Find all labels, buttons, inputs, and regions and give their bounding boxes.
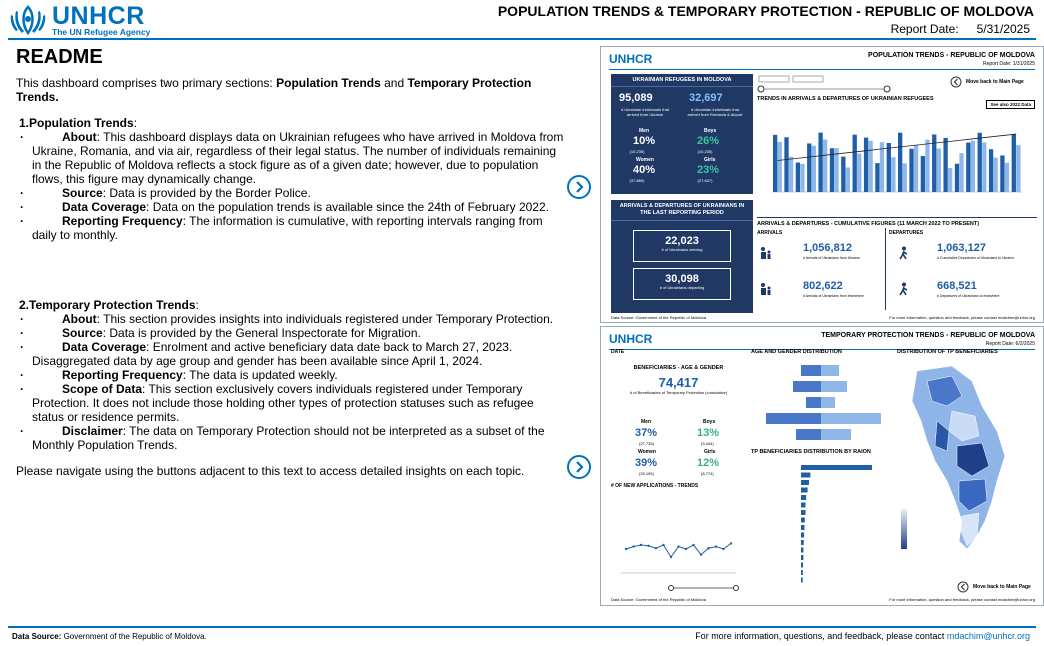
arrivals-ukraine-value: 1,056,812 (803, 242, 852, 254)
list-item (16, 326, 566, 340)
thumb1-contact: For more information, question and feedback, please contact mdachim@unhcr.org (889, 315, 1035, 320)
bar-departures (891, 157, 895, 192)
apps-slider-handle (669, 586, 674, 591)
thumb2-brand: UNHCR (609, 332, 653, 346)
women-pct: 40% (633, 164, 656, 176)
section2-list (16, 312, 566, 452)
raion-bar (801, 480, 809, 485)
raion-bar (801, 533, 804, 538)
list-item (16, 368, 566, 382)
bar-arrivals (989, 149, 993, 192)
brand-tagline: The UN Refugee Agency (52, 27, 151, 37)
tp-girls-label: Girls (704, 449, 716, 455)
population-trends-thumbnail[interactable] (600, 46, 1044, 323)
bar-departures (1016, 145, 1020, 192)
thumb1-brand: UNHCR (609, 52, 653, 66)
bar-departures (812, 146, 816, 192)
section1-num: 1. (19, 116, 30, 130)
pyramid-bar-male (796, 429, 821, 440)
item-key: About (62, 312, 97, 326)
bar-departures (993, 158, 997, 192)
bar-departures (948, 168, 952, 192)
last-period-panel (611, 200, 753, 313)
cumulative-panel (757, 217, 1037, 313)
tp-benef-caption: # of Beneficiaries of Temporary Protection (cumulative) (629, 390, 728, 395)
footer-contact-email[interactable]: mdachim@unhcr.org (946, 631, 1030, 641)
last-period-title: ARRIVALS & DEPARTURES OF UKRAINIANS IN THE LAST REPORTING PERIOD (611, 200, 753, 221)
go-temporary-protection-button[interactable] (567, 455, 591, 479)
back-to-main-link-tp[interactable]: Move back to Main Page (973, 584, 1031, 590)
arrivals-label: ARRIVALS (757, 230, 783, 236)
section1-title: Population Trends (29, 116, 134, 130)
thumb2-contact: For more information, question and feedback, please contact mdachim@unhcr.org (889, 597, 1035, 602)
tp-women-pct: 39% (635, 457, 658, 469)
back-arrow-icon[interactable] (957, 581, 969, 593)
departures-ukraine-caption: # Cumulative Departures of Ukrainians to Ukraine (937, 256, 1015, 260)
bar-departures (800, 164, 804, 192)
kpi-ukraine-caption: # Ukrainian individuals that arrived from Ukraine (621, 107, 669, 117)
pyramid-bar-male (793, 381, 821, 392)
departing-value: 30,098 (665, 273, 699, 285)
apps-point (730, 542, 732, 544)
section1-list (16, 130, 566, 242)
men-pct: 10% (633, 135, 656, 147)
apps-point (677, 545, 679, 547)
raion-bar (801, 518, 805, 523)
bar-arrivals (966, 143, 970, 192)
tp-girls-count: (8,774) (701, 471, 714, 476)
tp-men-pct: 37% (635, 427, 658, 439)
trends-bar-chart (757, 110, 1032, 212)
departures-label: DEPARTURES (889, 230, 924, 236)
departures-elsewhere-caption: # Departures of Ukrainians to elsewhere (937, 294, 1000, 298)
thumb1-title: POPULATION TRENDS - REPUBLIC OF MOLDOVA (868, 52, 1035, 59)
item-key: Data Coverage (62, 200, 147, 214)
pyramid-bar-female (821, 429, 851, 440)
bar-departures (925, 140, 929, 192)
page-title: POPULATION TRENDS & TEMPORARY PROTECTION - REPUBLIC OF MOLDOVA (497, 3, 1034, 19)
item-text: : This dashboard displays data on Ukrainian refugees who have arrived in Moldova from Ukraine, Romania, and via air, regardless of their legal status. The number of individuals remaining in the Republic of Moldova reflects a stock figure as of a given date; however, due to population flows, this figure may dynamically change. (32, 130, 564, 186)
brand-name: UNHCR (52, 2, 145, 30)
bar-departures (971, 141, 975, 192)
intro-bold-tp: Temporary Protection Trends. (16, 76, 532, 104)
item-text: : Data is provided by the Border Police. (102, 186, 311, 200)
footer-source (12, 632, 207, 641)
arriving-value: 22,023 (665, 235, 699, 247)
intro-bold-population: Population Trends (276, 76, 381, 90)
tp-map-panel (897, 349, 1037, 599)
arrivals-elsewhere-value: 802,622 (803, 280, 843, 292)
section2-num: 2. (19, 298, 30, 312)
header-divider (8, 38, 1036, 40)
apps-point (692, 544, 694, 546)
apps-point (647, 545, 649, 547)
section2-colon: : (195, 298, 199, 312)
chevron-right-icon (572, 180, 586, 194)
pyramid-bar-male (766, 413, 821, 424)
raion-bar (801, 570, 803, 575)
pyramid-bar-female (821, 381, 847, 392)
intro-and: and (380, 76, 408, 90)
tp-men-label: Men (641, 419, 651, 425)
bar-departures (937, 149, 941, 192)
bar-departures (778, 142, 782, 192)
bar-departures (868, 141, 872, 192)
chevron-right-icon (572, 460, 586, 474)
section1-heading (19, 116, 566, 130)
tp-boys-count: (9,444) (701, 441, 714, 446)
temporary-protection-thumbnail[interactable] (600, 326, 1044, 606)
tp-benef-title: BENEFICIARIES - AGE & GENDER (633, 365, 724, 371)
pyramid-bar-female (821, 413, 881, 424)
list-item (16, 130, 566, 186)
men-count: (10,235) (629, 149, 645, 154)
kpi-ukraine: 95,089 (619, 92, 653, 104)
item-key: Data Coverage (62, 340, 147, 354)
footer-divider (8, 626, 1036, 628)
section1-colon: : (133, 116, 138, 130)
thumb2-title: TEMPORARY PROTECTION TRENDS - REPUBLIC OF MOLDOVA (821, 332, 1035, 339)
tp-map-title: DISTRIBUTION OF TP BENEFICIARIES (897, 349, 998, 355)
raion-bar-chart (751, 457, 891, 597)
report-date (891, 22, 1030, 36)
bar-arrivals (921, 156, 925, 192)
apps-point (700, 553, 702, 555)
go-population-trends-button[interactable] (567, 175, 591, 199)
bar-arrivals (1012, 134, 1016, 192)
apps-point (707, 547, 709, 549)
bar-arrivals (1000, 155, 1004, 192)
tp-boys-label: Boys (703, 419, 716, 425)
boys-label: Boys (704, 128, 717, 134)
tp-age-raion-panel (751, 349, 891, 599)
bar-arrivals (898, 133, 902, 192)
item-text: : The information is cumulative, with reporting intervals ranging from daily to monthly. (32, 214, 543, 242)
readme-intro (16, 76, 566, 104)
item-key: Scope of Data (62, 382, 143, 396)
tp-women-label: Women (638, 449, 656, 455)
report-date-label: Report Date: (890, 22, 959, 36)
arriving-box (633, 230, 731, 262)
bar-departures (903, 163, 907, 192)
item-text: : Enrolment and active beneficiary data date back to March 27, 2023. Disaggregated data by age group and gender has been available since April 1, 2024. (32, 340, 513, 368)
item-key: About (62, 130, 97, 144)
list-item (16, 214, 566, 242)
walking-person-icon (897, 282, 911, 296)
thumb2-date: Report Date: 6/2/2025 (985, 341, 1035, 347)
bar-arrivals (796, 163, 800, 192)
raion-bar (801, 563, 803, 568)
report-date-value: 5/31/2025 (976, 22, 1030, 36)
pyramid-bar-female (821, 397, 835, 408)
pyramid-bar-male (806, 397, 821, 408)
readme-panel (16, 46, 566, 478)
raion-bar (801, 540, 804, 545)
bar-departures (789, 157, 793, 192)
apps-point (632, 545, 634, 547)
bar-arrivals (978, 133, 982, 192)
girls-pct: 23% (697, 164, 720, 176)
list-item (16, 424, 566, 452)
list-item (16, 340, 566, 368)
unhcr-emblem-icon (8, 3, 48, 37)
item-text: : This section exclusively covers individuals registered under Temporary Protection. It does not include those holding other types of protection statuses such as refugee status or residence permits. (32, 382, 534, 424)
women-count: (37,880) (629, 178, 645, 183)
apps-point (685, 548, 687, 550)
tp-benef-value: 74,417 (658, 375, 699, 390)
raion-bar (801, 473, 810, 478)
refugees-panel-title: UKRAINIAN REFUGEES IN MOLDOVA (611, 74, 753, 87)
footer-source-label: Data Source: (12, 632, 62, 641)
boys-count: (10,235) (697, 149, 713, 154)
thumb1-date: Report Date: 1/31/2025 (983, 61, 1035, 67)
raion-bar (801, 555, 803, 560)
bar-departures (880, 142, 884, 192)
girls-label: Girls (704, 157, 716, 163)
list-item (16, 312, 566, 326)
unhcr-logo (8, 2, 151, 37)
cumulative-title: ARRIVALS & DEPARTURES - CUMULATIVE FIGURES (11 MARCH 2022 TO PRESENT) (757, 221, 980, 227)
back-to-main-link[interactable]: Move back to Main Page (966, 79, 1024, 85)
apps-point (670, 556, 672, 558)
tp-apps-title: # OF NEW APPLICATIONS - TRENDS (611, 483, 699, 489)
departures-ukraine-value: 1,063,127 (937, 242, 986, 254)
trends-chart (757, 74, 1037, 214)
arriving-caption: # of Ukrainians arriving (661, 247, 703, 252)
tp-date-label: DATE (611, 349, 625, 355)
footer-source-text: Government of the Republic of Moldova. (61, 632, 207, 641)
tp-women-count: (29,155) (639, 471, 654, 476)
departures-elsewhere-value: 668,521 (937, 280, 977, 292)
footer-contact (695, 631, 1030, 641)
pyramid-bar-male (801, 365, 821, 376)
list-item (16, 200, 566, 214)
bar-departures (846, 167, 850, 192)
moldova-map (897, 361, 1037, 561)
footer-contact-text: For more information, questions, and feedback, please contact (695, 631, 947, 641)
bar-arrivals (887, 143, 891, 192)
kpi-romania: 32,697 (689, 92, 723, 104)
raion-bar (801, 488, 808, 493)
bar-arrivals (943, 138, 947, 192)
men-label: Men (639, 128, 649, 134)
bar-arrivals (955, 164, 959, 192)
refugees-panel (611, 74, 753, 194)
bar-departures (823, 140, 827, 192)
apps-point (655, 547, 657, 549)
trends-chart-title: TRENDS IN ARRIVALS & DEPARTURES OF UKRAINIAN REFUGEES (757, 96, 934, 102)
bar-arrivals (773, 135, 777, 192)
item-text: : Data is provided by the General Inspectorate for Migration. (102, 326, 421, 340)
thumb1-source: Data Source: Government of the Republic of Moldova (611, 315, 706, 320)
arrivals-ukraine-caption: # Arrivals of Ukrainians from Ukraine (803, 256, 860, 260)
list-item (16, 382, 566, 424)
pyramid-bar-female (821, 365, 839, 376)
raion-bar (801, 503, 806, 508)
section2-title: Temporary Protection Trends (29, 298, 196, 312)
item-text: : Data on the population trends is available since the 24th of February 2022. (146, 200, 549, 214)
item-key: Source (62, 186, 103, 200)
bar-departures (1005, 163, 1009, 192)
item-text: : The data on Temporary Protection should not be interpreted as a subset of the Monthly Population Trends. (32, 424, 545, 452)
raion-bar (801, 510, 806, 515)
tp-girls-pct: 12% (697, 457, 720, 469)
bar-departures (914, 145, 918, 192)
kpi-romania-caption: # Ukrainian individuals that arrived from Romania & Airport (687, 107, 743, 117)
applications-line-chart (611, 493, 741, 593)
list-item (16, 186, 566, 200)
tp-age-title: AGE AND GENDER DISTRIBUTION (751, 349, 842, 355)
bar-arrivals (784, 137, 788, 192)
departing-box (633, 268, 731, 300)
bar-departures (834, 148, 838, 192)
raion-bar (801, 578, 803, 583)
item-text: : The data is updated weekly. (182, 368, 338, 382)
bar-arrivals (853, 135, 857, 192)
readme-outro: Please navigate using the buttons adjacent to this text to access detailed insights on each topic. (16, 464, 525, 478)
readme-title: README (16, 46, 103, 68)
bar-arrivals (864, 138, 868, 192)
tp-men-count: (27,733) (639, 441, 654, 446)
map-legend (899, 509, 913, 549)
raion-bar (801, 495, 806, 500)
tp-raion-title: TP BENEFICIARIES DISTRIBUTION BY RAION (751, 449, 871, 455)
bar-departures (959, 153, 963, 192)
departing-caption: # of Ukrainians departing (659, 285, 705, 290)
section2-heading (19, 298, 566, 312)
apps-point (715, 545, 717, 547)
raion-bar (801, 465, 872, 470)
item-key: Reporting Frequency (62, 214, 183, 228)
family-icon (759, 282, 773, 296)
apps-point (640, 544, 642, 546)
women-label: Women (636, 157, 654, 163)
bar-arrivals (909, 149, 913, 192)
tp-boys-pct: 13% (697, 427, 720, 439)
see-2022-button[interactable]: See also 2022 Data (986, 100, 1035, 109)
bar-arrivals (875, 163, 879, 192)
date-slider[interactable] (757, 74, 897, 94)
apps-point (662, 544, 664, 546)
bar-departures (857, 154, 861, 192)
apps-point (625, 548, 627, 550)
age-pyramid-chart (751, 357, 886, 447)
item-key: Disclaimer (62, 424, 123, 438)
bar-arrivals (841, 157, 845, 192)
bar-arrivals (807, 143, 811, 192)
thumb2-source: Data Source: Government of the Republic of Moldova (611, 597, 706, 602)
bar-arrivals (818, 133, 822, 192)
item-text: : This section provides insights into individuals registered under Temporary Protection. (96, 312, 554, 326)
arrivals-elsewhere-caption: # Arrivals of Ukrainians from elsewhere (803, 294, 864, 298)
back-arrow-icon[interactable] (950, 76, 962, 88)
apps-point (722, 548, 724, 550)
raion-bar (801, 548, 803, 553)
intro-prefix: This dashboard comprises two primary sections: (16, 76, 277, 90)
boys-pct: 26% (697, 135, 720, 147)
item-key: Source (62, 326, 103, 340)
family-icon (759, 246, 773, 260)
girls-count: (27,637) (697, 178, 713, 183)
tp-beneficiaries-panel (611, 349, 746, 599)
item-key: Reporting Frequency (62, 368, 183, 382)
raion-bar (801, 525, 804, 530)
walking-person-icon (897, 246, 911, 260)
bar-departures (982, 142, 986, 192)
apps-slider-handle (734, 586, 739, 591)
